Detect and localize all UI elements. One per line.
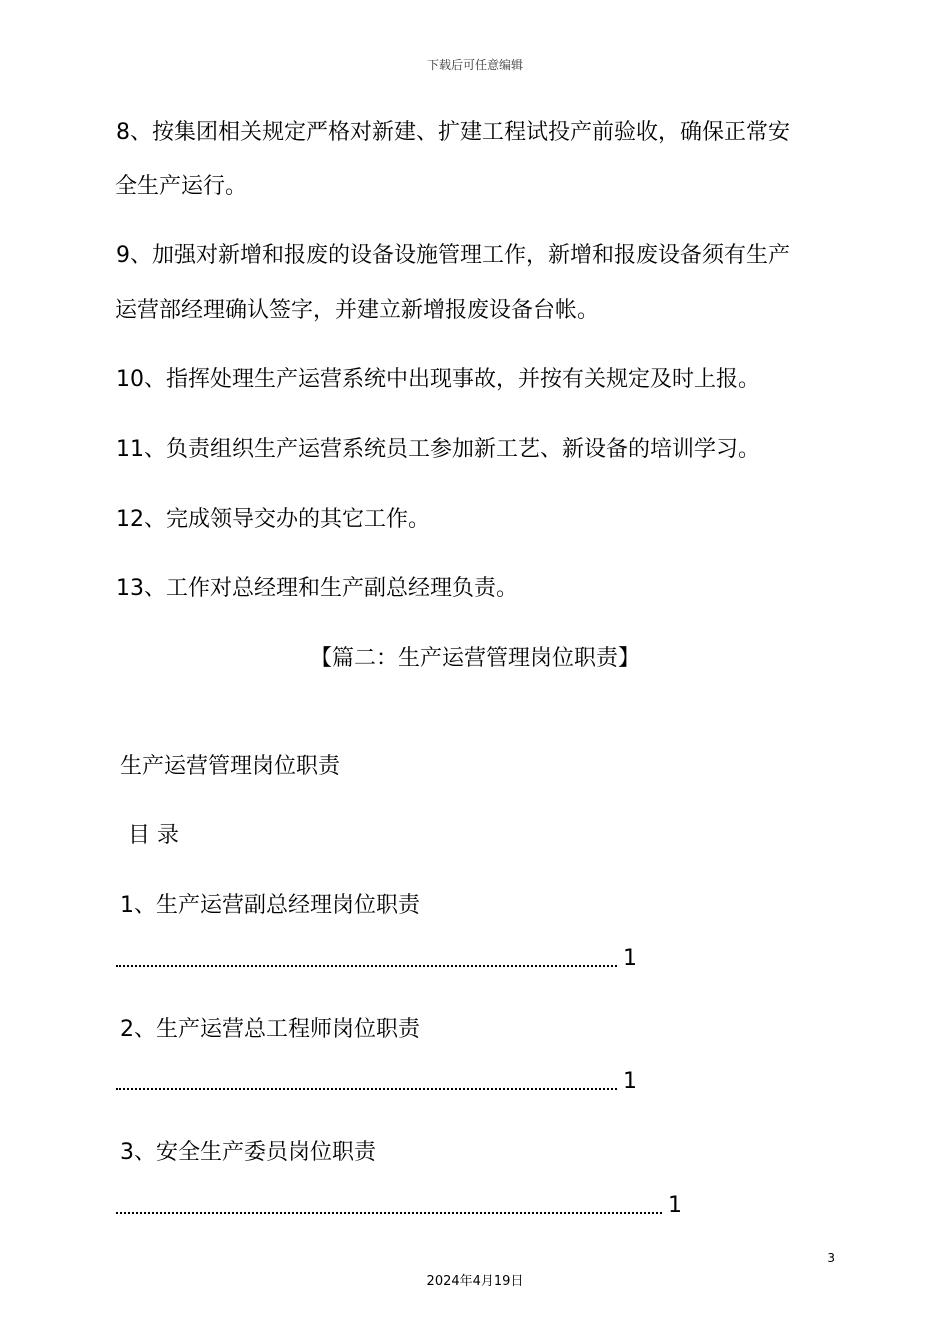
- toc-heading: 目 录: [128, 823, 179, 848]
- paragraph-8-line-1: 8、按集团相关规定严格对新建、扩建工程试投产前验收，确保正常安: [116, 120, 790, 145]
- paragraph-10: 10、指挥处理生产运营系统中出现事故，并按有关规定及时上报。: [116, 367, 760, 392]
- toc-item-2-page: 1: [623, 1069, 637, 1094]
- dot-leader: [116, 1212, 662, 1214]
- section-title: 【篇二：生产运营管理岗位职责】: [309, 646, 640, 671]
- paragraph-8-line-2: 全生产运行。: [115, 174, 248, 199]
- paragraph-13: 13、工作对总经理和生产副总经理负责。: [116, 576, 518, 601]
- toc-item-2-leader: [116, 1067, 637, 1097]
- toc-item-3-leader: [116, 1191, 682, 1221]
- dot-leader: [116, 965, 617, 967]
- toc-item-1-page: 1: [623, 946, 637, 971]
- toc-item-3-title: 3、安全生产委员岗位职责: [120, 1140, 376, 1165]
- paragraph-9-line-1: 9、加强对新增和报废的设备设施管理工作，新增和报废设备须有生产: [116, 243, 790, 268]
- paragraph-12: 12、完成领导交办的其它工作。: [116, 507, 430, 532]
- page-header: 下载后可任意编辑: [426, 58, 523, 72]
- toc-item-3-page: 1: [668, 1193, 682, 1218]
- document-title: 生产运营管理岗位职责: [120, 754, 341, 779]
- toc-item-2-title: 2、生产运营总工程师岗位职责: [120, 1017, 420, 1042]
- footer-date: 2024年4月19日: [426, 1274, 524, 1289]
- toc-item-1-title: 1、生产运营副总经理岗位职责: [120, 893, 420, 918]
- paragraph-11: 11、负责组织生产运营系统员工参加新工艺、新设备的培训学习。: [116, 437, 760, 462]
- dot-leader: [116, 1088, 617, 1090]
- page-number: 3: [827, 1251, 835, 1265]
- paragraph-9-line-2: 运营部经理确认签字，并建立新增报废设备台帐。: [115, 298, 600, 323]
- toc-item-1-leader: [116, 944, 637, 974]
